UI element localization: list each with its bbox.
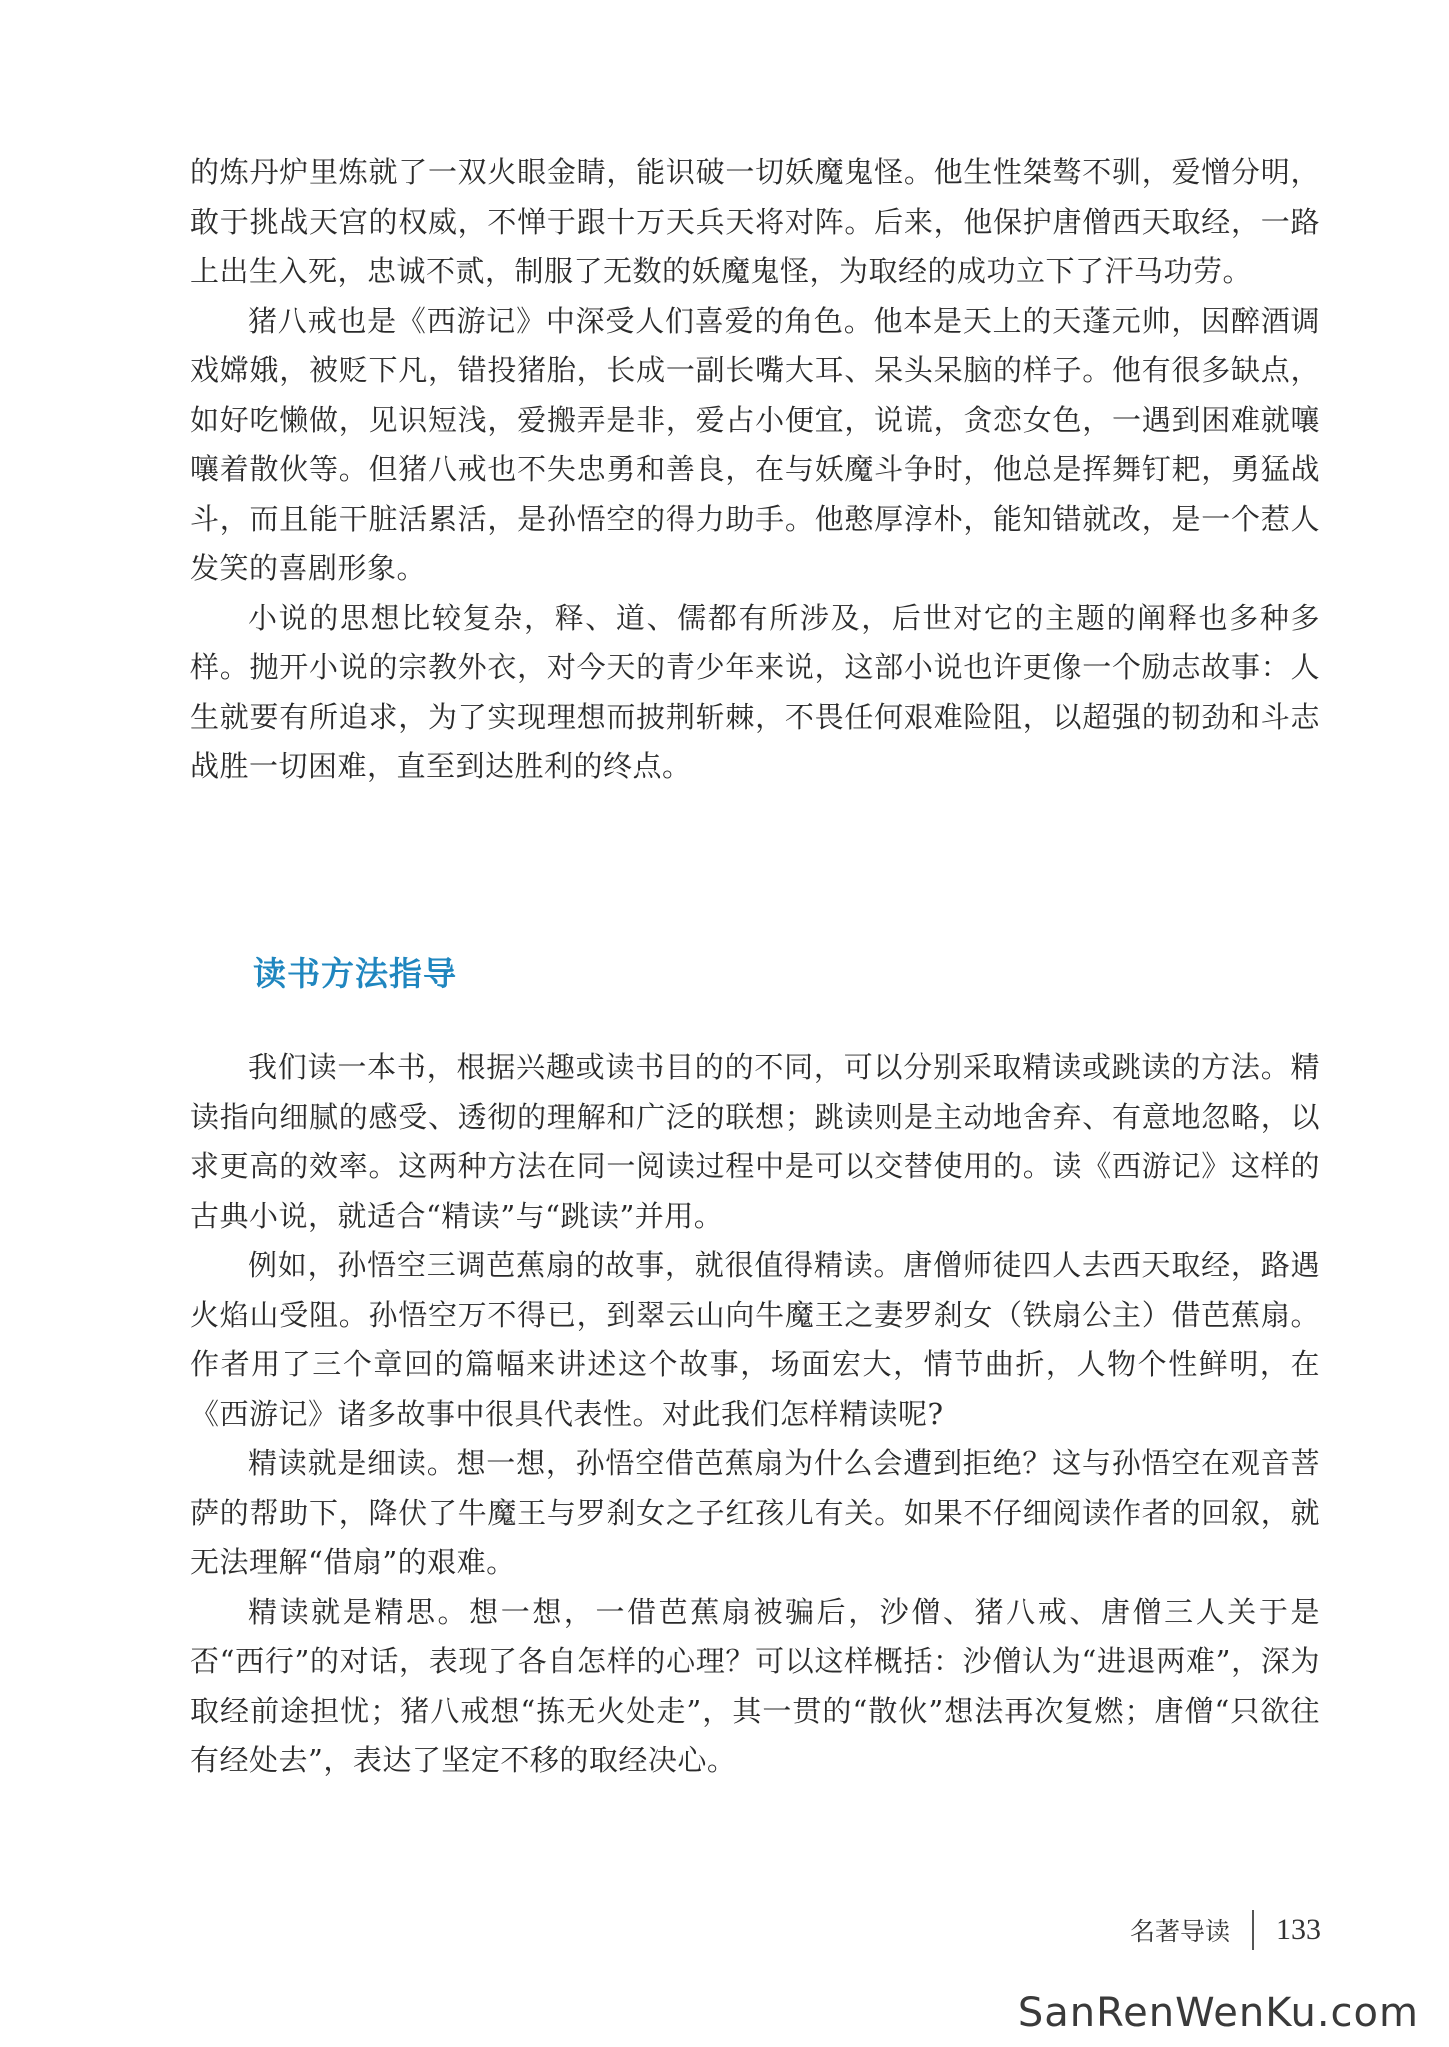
paragraph-novel-theme: 小说的思想比较复杂，释、道、儒都有所涉及，后世对它的主题的阐释也多种多样。抛开小说的宗教外衣，对今天的青少年来说，这部小说也许更像一个励志故事：人生就要有所追求，为了实现理想而披荆斩棘，不畏任何艰难险阻，以超强的韧劲和斗志战胜一切困难，直至到达胜利的终点。	[190, 600, 1320, 783]
top-text-block	[190, 148, 1320, 792]
paragraph-palm-fan-example: 例如，孙悟空三调芭蕉扇的故事，就很值得精读。唐僧师徒四人去西天取经，路遇火焰山受阻。孙悟空万不得已，到翠云山向牛魔王之妻罗刹女（铁扇公主）借芭蕉扇。作者用了三个章回的篇幅来讲述这个故事，场面宏大，情节曲折，人物个性鲜明，在《西游记》诸多故事中很具代表性。对此我们怎样精读呢?	[190, 1248, 1320, 1431]
page-number: 133	[1276, 1913, 1322, 1946]
paragraph-careful-thinking: 精读就是精思。想一想，一借芭蕉扇被骗后，沙僧、猪八戒、唐僧三人关于是否“西行”的对话，表现了各自怎样的心理？可以这样概括：沙僧认为“进退两难”，深为取经前途担忧；猪八戒想“拣无火处走”，其一贯的“散伙”想法再次复燃；唐僧“只欲往有经处去”，表达了坚定不移的取经决心。	[190, 1594, 1320, 1777]
method-text-block	[190, 1043, 1320, 1786]
watermark: SanRenWenKu.com	[1017, 1990, 1419, 2036]
page-footer	[1130, 1905, 1321, 1955]
section-heading: 读书方法指导	[253, 954, 457, 993]
footer-divider	[1252, 1910, 1254, 1950]
paragraph-sun-wukong-continued: 的炼丹炉里炼就了一双火眼金睛，能识破一切妖魔鬼怪。他生性桀骜不驯，爱憎分明，敢于挑战天宫的权威，不惮于跟十万天兵天将对阵。后来，他保护唐僧西天取经，一路上出生入死，忠诚不贰，制服了无数的妖魔鬼怪，为取经的成功立下了汗马功劳。	[190, 155, 1320, 288]
paragraph-reading-methods: 我们读一本书，根据兴趣或读书目的的不同，可以分别采取精读或跳读的方法。精读指向细腻的感受、透彻的理解和广泛的联想；跳读则是主动地舍弃、有意地忽略，以求更高的效率。这两种方法在同一阅读过程中是可以交替使用的。读《西游记》这样的古典小说，就适合“精读”与“跳读”并用。	[190, 1050, 1320, 1233]
paragraph-close-reading: 精读就是细读。想一想，孙悟空借芭蕉扇为什么会遭到拒绝？这与孙悟空在观音菩萨的帮助下，降伏了牛魔王与罗刹女之子红孩儿有关。如果不仔细阅读作者的回叙，就无法理解“借扇”的艰难。	[190, 1446, 1320, 1579]
paragraph-zhu-bajie: 猪八戒也是《西游记》中深受人们喜爱的角色。他本是天上的天蓬元帅，因醉酒调戏嫦娥，被贬下凡，错投猪胎，长成一副长嘴大耳、呆头呆脑的样子。他有很多缺点，如好吃懒做，见识短浅，爱搬弄是非，爱占小便宜，说谎，贪恋女色，一遇到困难就嚷嚷着散伙等。但猪八戒也不失忠勇和善良，在与妖魔斗争时，他总是挥舞钉耙，勇猛战斗，而且能干脏活累活，是孙悟空的得力助手。他憨厚淳朴，能知错就改，是一个惹人发笑的喜剧形象。	[190, 303, 1320, 585]
footer-book-title: 名著导读	[1130, 1917, 1231, 1946]
